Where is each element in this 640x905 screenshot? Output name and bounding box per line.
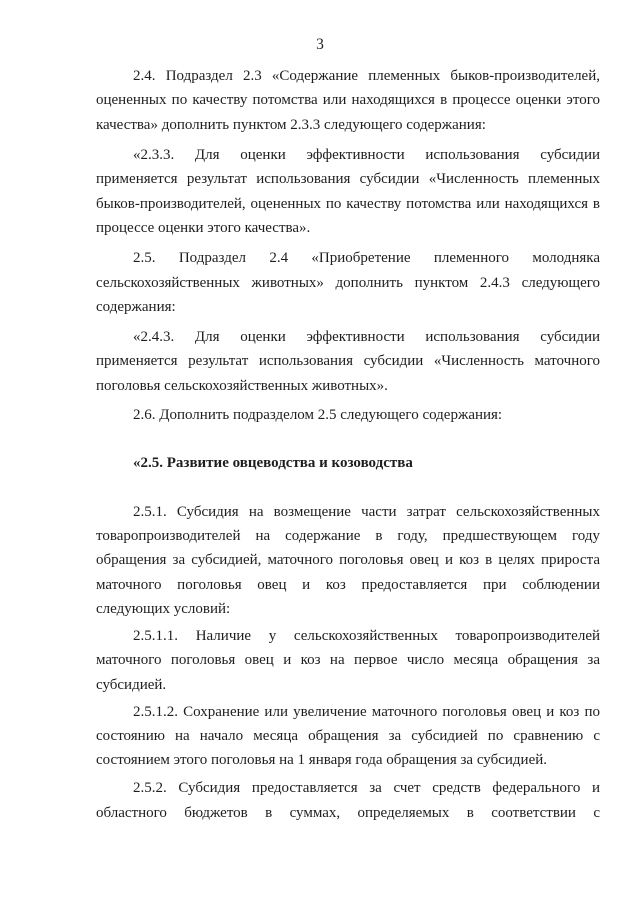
para-2-5-2-line-1: 2.5.2. Субсидия предоставляется за счет средств федерального и xyxy=(133,780,600,796)
para-2-5-1-2-line-3: состоянием этого поголовья на 1 января года обращения за субсидией. xyxy=(96,752,548,768)
quote-2-4-3-line-2: применяется результат использования субсидии «Численность маточного xyxy=(96,353,600,369)
para-2-4-line-3: качества» дополнить пунктом 2.3.3 следующего содержания: xyxy=(96,117,486,133)
para-2-4-line-2: оцененных по качеству потомства или находящихся в процессе оценки этого xyxy=(96,92,600,108)
quote-2-3-3-line-3: быков-производителей, оцененных по качеству потомства или находящихся в xyxy=(96,196,600,212)
quote-2-3-3-line-2: применяется результат использования субсидии «Численность племенных xyxy=(96,171,600,187)
para-2-5-1-line-5: следующих условий: xyxy=(96,601,231,617)
para-2-5-2-line-2: областного бюджетов в суммах, определяемых в соответствии с xyxy=(96,805,600,821)
para-2-5-1-2-line-1: 2.5.1.2. Сохранение или увеличение маточного поголовья овец и коз по xyxy=(133,704,600,720)
para-2-5-1-1-line-1: 2.5.1.1. Наличие у сельскохозяйственных товаропроизводителей xyxy=(133,628,600,644)
para-2-5-line-3: содержания: xyxy=(96,299,176,315)
section-heading: «2.5. Развитие овцеводства и козоводства xyxy=(133,455,413,471)
para-2-6: 2.6. Дополнить подразделом 2.5 следующего содержания: xyxy=(133,407,503,423)
para-2-5-1-line-3: обращения за субсидией, маточного поголовья овец и коз в целях прироста xyxy=(96,552,600,568)
para-2-5-1-1-line-2: маточного поголовья овец и коз на первое число месяца обращения за xyxy=(96,652,600,668)
para-2-5-1-line-2: товаропроизводителей на содержание в году, предшествующем году xyxy=(96,528,600,544)
para-2-4-line-1: 2.4. Подраздел 2.3 «Содержание племенных быков-производителей, xyxy=(133,68,600,84)
para-2-5-1-line-1: 2.5.1. Субсидия на возмещение части затрат сельскохозяйственных xyxy=(133,504,600,520)
para-2-5-1-2-line-2: состоянию на начало месяца обращения за субсидией по сравнению с xyxy=(96,728,600,744)
para-2-5-line-1: 2.5. Подраздел 2.4 «Приобретение племенного молодняка xyxy=(133,250,600,266)
quote-2-3-3-line-4: процессе оценки этого качества». xyxy=(96,220,311,236)
para-2-5-1-line-4: маточного поголовья овец и коз предоставляется при соблюдении xyxy=(96,577,600,593)
quote-2-4-3-line-3: поголовья сельскохозяйственных животных». xyxy=(96,378,388,394)
para-2-5-1-1-line-3: субсидией. xyxy=(96,677,167,693)
quote-2-3-3-line-1: «2.3.3. Для оценки эффективности использования субсидии xyxy=(133,147,600,163)
page-number: 3 xyxy=(316,36,324,53)
para-2-5-line-2: сельскохозяйственных животных» дополнить пунктом 2.4.3 следующего xyxy=(96,275,600,291)
quote-2-4-3-line-1: «2.4.3. Для оценки эффективности использования субсидии xyxy=(133,329,600,345)
